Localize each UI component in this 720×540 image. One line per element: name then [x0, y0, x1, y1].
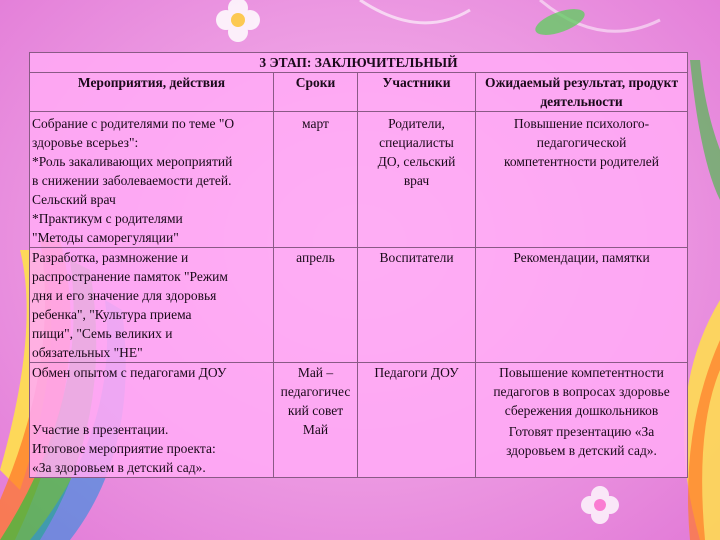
- stage-title: 3 ЭТАП: ЗАКЛЮЧИТЕЛЬНЫЙ: [30, 53, 688, 73]
- activity-cell: Разработка, размножение и распространение памяток "Режим дня и его значение для здоровья ребенка", "Культура приема пищи", "Семь великих и обязательных "НЕ": [30, 248, 274, 363]
- header-activities: Мероприятия, действия: [30, 73, 274, 112]
- result-cell: Повышение компетентности педагогов в вопросах здоровье сбережения дошкольников Готовят презентацию «За здоровьем в детский сад».: [476, 363, 688, 478]
- table-row: [30, 112, 688, 248]
- result-cell: Рекомендации, памятки: [476, 248, 688, 363]
- timing-cell: март: [274, 112, 358, 248]
- participants-cell: Педагоги ДОУ: [358, 363, 476, 478]
- activity-cell: Обмен опытом с педагогами ДОУ Участие в презентации. Итоговое мероприятие проекта: «За здоровьем в детский сад».: [30, 363, 274, 478]
- stage-table: [29, 52, 688, 478]
- result-cell: Повышение психолого- педагогической компетентности родителей: [476, 112, 688, 248]
- participants-cell: Воспитатели: [358, 248, 476, 363]
- timing-cell: апрель: [274, 248, 358, 363]
- activity-cell: Собрание с родителями по теме "О здоровье всерьез": *Роль закаливающих мероприятий в снижении заболеваемости детей. Сельский врач *Практикум с родителями "Методы саморегуляции": [30, 112, 274, 248]
- header-result: Ожидаемый результат, продукт деятельности: [476, 73, 688, 112]
- header-participants: Участники: [358, 73, 476, 112]
- participants-cell: Родители, специалисты ДО, сельский врач: [358, 112, 476, 248]
- header-timing: Сроки: [274, 73, 358, 112]
- table-row: [30, 363, 688, 478]
- timing-cell: Май – педагогичес кий совет Май: [274, 363, 358, 478]
- table-row: [30, 248, 688, 363]
